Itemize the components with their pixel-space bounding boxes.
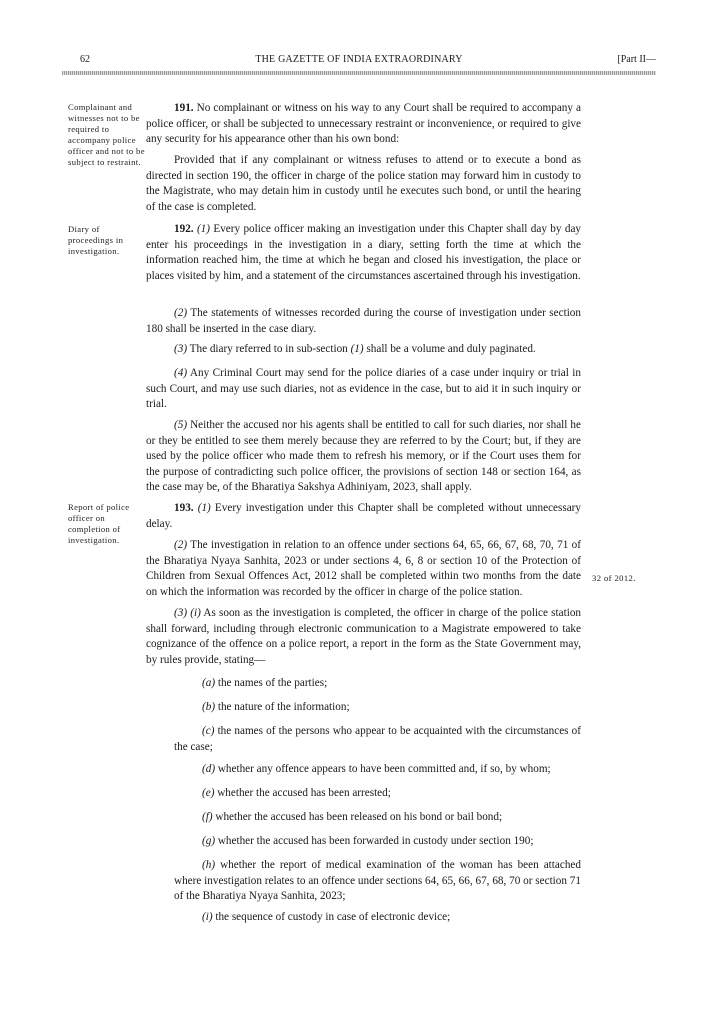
clause-item-a — [146, 676, 581, 692]
clause-mark: (b) — [202, 701, 216, 713]
section-192-sub-2 — [146, 306, 581, 337]
header-rule — [62, 71, 656, 75]
margin-note-193: Report of police officer on completion of investigation. — [68, 502, 130, 546]
clause-item-g — [146, 834, 581, 850]
act-reference-note: 32 of 2012. — [592, 573, 636, 583]
section-number: 191. — [174, 102, 194, 114]
clause-mark: (e) — [202, 787, 215, 799]
section-192-sub-4 — [146, 366, 581, 413]
clause-mark: (i) — [190, 607, 201, 619]
clause-text: the sequence of custody in case of electronic device; — [212, 911, 451, 923]
section-191-para-1 — [146, 101, 581, 148]
subsection-ref: (1) — [350, 343, 364, 355]
para-text: Every investigation under this Chapter shall be completed without unnecessary delay. — [146, 502, 581, 530]
subsection-mark: (5) — [174, 419, 188, 431]
clause-item-e — [146, 786, 581, 802]
clause-text: the names of the parties; — [215, 677, 328, 689]
para-text: As soon as the investigation is completed, the officer in charge of the police station shall forward, including through electronic communication to a Magistrate empowered to take cognizance of the offence on a police report, a report in the form as the State Government may, by rules provide, stating— — [146, 607, 582, 666]
clause-mark: (c) — [202, 725, 215, 737]
subsection-mark: (4) — [174, 367, 188, 379]
para-text: Neither the accused nor his agents shall be entitled to call for such diaries, nor shall he or they be entitled to see them merely because they are referred to by the Court; but, if they are used by the police officer who made them to refresh his memory, or if the Court uses them for the purpose of contradicting such police officer, the provisions of section 148 or section 164, as the case may be, of the Bharatiya Sakshya Adhiniyam, 2023, shall apply. — [146, 419, 581, 494]
subsection-mark: (2) — [174, 307, 188, 319]
clause-mark: (i) — [202, 911, 213, 923]
clause-text: the names of the persons who appear to be acquainted with the circumstances of the case; — [174, 725, 581, 753]
clause-mark: (a) — [202, 677, 216, 689]
para-text: No complainant or witness on his way to any Court shall be required to accompany a police officer, or shall be subjected to unnecessary restraint or inconvenience, or required to give any security for his appearance other than his own bond: — [146, 102, 581, 146]
section-193-sub-2 — [146, 538, 581, 600]
clause-mark: (d) — [202, 763, 216, 775]
clause-text: whether the accused has been forwarded in custody under section 190; — [215, 835, 534, 847]
clause-item-c — [146, 724, 581, 755]
clause-mark: (h) — [202, 859, 216, 871]
clause-item-b — [146, 700, 581, 716]
para-text: Any Criminal Court may send for the police diaries of a case under inquiry or trial in such Court, and may use such diaries, not as evidence in the case, but to aid it in such inquiry or trial. — [146, 367, 581, 411]
subsection-mark: (1) — [197, 502, 211, 514]
para-text: The diary referred to in sub-section — [187, 343, 351, 355]
para-text: The statements of witnesses recorded during the course of investigation under section 180 shall be inserted in the case diary. — [146, 307, 581, 335]
gazette-title: THE GAZETTE OF INDIA EXTRAORDINARY — [255, 54, 463, 65]
subsection-mark: (3) — [174, 343, 188, 355]
subsection-mark: (1) — [196, 223, 210, 235]
section-192-sub-1 — [146, 222, 581, 284]
section-192-sub-3 — [146, 342, 581, 358]
subsection-mark: (3) — [174, 607, 188, 619]
clause-mark: (f) — [202, 811, 213, 823]
subsection-mark: (2) — [174, 539, 188, 551]
clause-text: whether the accused has been arrested; — [214, 787, 391, 799]
page-header — [62, 54, 656, 70]
clause-text: whether any offence appears to have been committed and, if so, by whom; — [215, 763, 551, 775]
clause-mark: (g) — [202, 835, 216, 847]
section-192-sub-5 — [146, 418, 581, 496]
para-text: shall be a volume and duly paginated. — [363, 343, 536, 355]
clause-text: the nature of the information; — [215, 701, 350, 713]
para-text: The investigation in relation to an offence under sections 64, 65, 66, 67, 68, 70, 71 of the Bharatiya Nyaya Sanhita, 2023 or under sections 4, 6, 8 or section 10 of the Protection of Children from Sexual Offences Act, 2012 shall be completed within two months from the date on which the information was recorded by the officer in charge of the police station. — [146, 539, 581, 598]
part-label: [Part II— — [617, 54, 656, 65]
clause-text: whether the accused has been released on his bond or bail bond; — [212, 811, 503, 823]
clause-item-h — [146, 858, 581, 905]
section-193-sub-3 — [146, 606, 581, 668]
clause-item-f — [146, 810, 581, 826]
margin-note-191: Complainant and witnesses not to be required to accompany police officer and not to be subject to restraint. — [68, 102, 145, 168]
margin-note-192: Diary of proceedings in investigation. — [68, 224, 124, 257]
section-number: 193. — [174, 502, 194, 514]
clause-text: whether the report of medical examination of the woman has been attached where investigation relates to an offence under sections 64, 65, 66, 67, 68, 70 or section 71 of the Bharatiya Nyaya Sanhita, 2023; — [174, 859, 581, 903]
section-191-proviso: Provided that if any complainant or witness refuses to attend or to execute a bond as directed in section 190, the officer in charge of the police station may forward him in custody to the Magistrate, who may detain him in custody until he executes such bond, or until the hearing of the case is completed. — [146, 154, 581, 213]
page-number: 62 — [80, 54, 90, 65]
section-number: 192. — [174, 223, 194, 235]
para-text: Every police officer making an investigation under this Chapter shall day by day enter his proceedings in the investigation in a diary, setting forth the time at which the information reached him, the time at which he began and closed his investigation, the place or places visited by him, and a statement of the circumstances ascertained through his investigation. — [146, 223, 581, 282]
clause-item-d — [146, 762, 581, 778]
section-193-sub-1 — [146, 501, 581, 532]
clause-item-i — [146, 910, 581, 926]
